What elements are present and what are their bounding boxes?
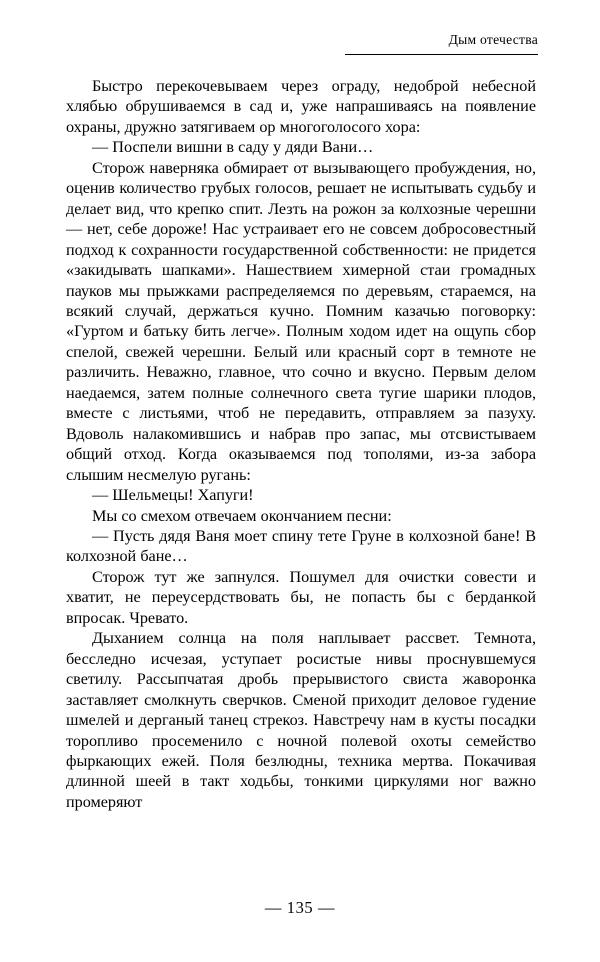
- paragraph: — Пусть дядя Ваня моет спину тете Груне в колхозной бане! В колхозной бане…: [66, 526, 536, 566]
- running-head-rule: [345, 54, 538, 55]
- running-head-title: Дым отечества: [448, 32, 538, 47]
- paragraph: — Поспели вишни в саду у дяди Вани…: [92, 138, 374, 157]
- paragraph: Дыханием солнца на поля наплывает рассвет. Темнота, бесследно исчезая, уступает росистые нивы проснувшемуся светилу. Рассыпчатая дробь прерывистого свиста жаворонка заставляет смолкнуть сверчков. Сменой приходит деловое гудение шмелей и дерганый танец стрекоз. Навстречу нам в кусты посадки торопливо просеменило с ночной полевой охоты семейство фыркающих ежей. Поля безлюдны, техника мертва. Покачивая длинной шеей в такт ходьбы, тонкими циркулями ног важно промеряют: [66, 629, 536, 811]
- paragraph: Сторож тут же запнулся. Пошумел для очистки совести и хватит, не переусердствовать бы, не попасть бы с берданкой впросак. Чревато.: [66, 567, 536, 627]
- paragraph: Сторож наверняка обмирает от вызывающего пробуждения, но, оценив количество грубых голосов, решает не испытывать судьбу и делает вид, что крепко спит. Лезть на рожон за колхозные черешни — нет, себе дороже! Нас устраивает его не совсем добросовестный подход к сохранности государственной собственности: не придется «закидывать шапками». Нашествием химерной стаи громадных пауков мы прыжками распределяемся по деревьям, стараемся, на всякий случай, держаться кучно. Помним казачью поговорку: «Гуртом и батьку бить легче». Полным ходом идет на ощупь сбор спелой, свежей черешни. Белый или красный сорт в темноте не различить. Неважно, главное, что сочно и вкусно. Первым делом наедаемся, затем полные солнечного света тугие шарики плодов, вместе с листьями, чтоб не передавить, отправляем за пазуху. Вдоволь налакомившись и набрав про запас, мы отсвистываем общий отход. Когда оказываемся под тополями, из-за забора слышим несмелую ругань:: [66, 158, 536, 484]
- paragraph: Мы со смехом отвечаем окончанием песни:: [92, 506, 392, 525]
- paragraph: — Шельмецы! Хапуги!: [92, 486, 254, 505]
- paragraph: Быстро перекочевываем через ограду, недоброй небесной хлябью обрушиваемся в сад и, уже напрашиваясь на появление охраны, дружно затягиваем ор многоголосого хора:: [66, 77, 536, 136]
- page-folio: [0, 898, 600, 918]
- page-number: — 135 —: [264, 898, 336, 917]
- body-text-column: [66, 76, 536, 812]
- running-head: [66, 31, 538, 59]
